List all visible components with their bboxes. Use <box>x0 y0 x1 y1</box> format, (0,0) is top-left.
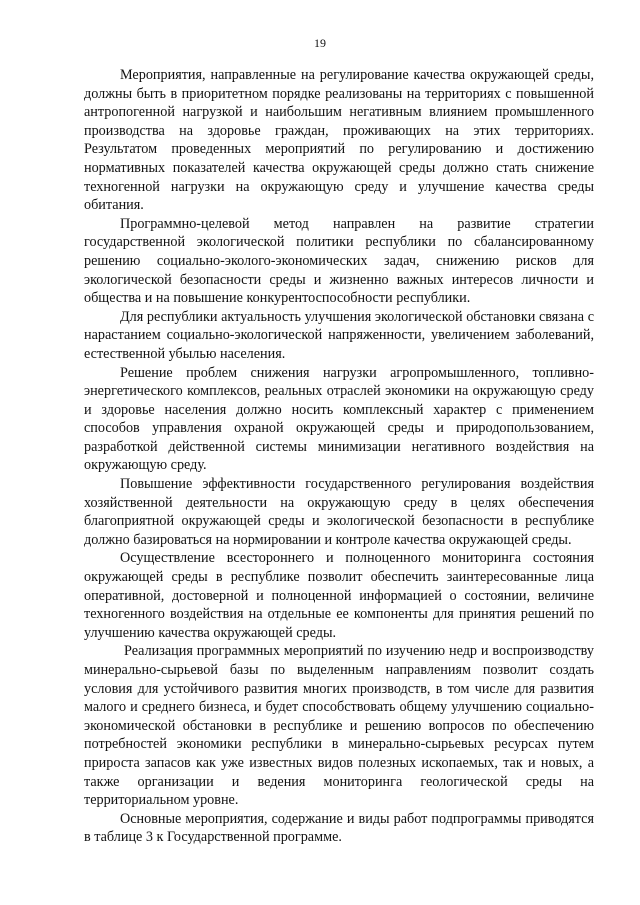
paragraph-4: Решение проблем снижения нагрузки агропромышленного, топливно-энергетического комплексов, реальных отраслей экономики на окружающую среду и здоровье населения должно носить комплексный характер с применением способов управления охраной окружающей среды и природопользованием, разработкой действенной системы минимизации негативного воздействия на окружающую среду. <box>84 364 594 474</box>
paragraph-8: Основные мероприятия, содержание и виды работ подпрограммы приводятся в таблице 3 к Государственной программе. <box>84 810 594 846</box>
paragraph-1: Мероприятия, направленные на регулирование качества окружающей среды, должны быть в приоритетном порядке реализованы на территориях с повышенной антропогенной нагрузкой и наибольшим негативным влиянием промышленного производства на здоровье граждан, проживающих на этих территориях. Результатом проведенных мероприятий по регулированию и достижению нормативных показателей качества окружающей среды должно стать снижение техногенной нагрузки на окружающую среду и улучшение качества среды обитания. <box>84 67 594 214</box>
paragraph-7: Реализация программных мероприятий по изучению недр и воспроизводству минерально-сырьевой базы по выделенным направлениям позволит создать условия для устойчивого развития многих производств, в том числе для развития малого и среднего бизнеса, и будет способствовать общему улучшению социально-экономической обстановки в республике и решению вопросов по обеспечению потребностей экономики республики в минерально-сырьевых ресурсах путем прироста запасов как уже известных видов полезных ископаемых, так и новых, а также организации и ведения мониторинга геологической среды на территориальном уровне. <box>84 643 594 809</box>
document-body <box>84 66 594 847</box>
paragraph-2: Программно-целевой метод направлен на развитие стратегии государственной экологической политики республики по сбалансированному решению социально-эколого-экономических задач, снижению рисков для экологической безопасности среды и жизненно важных интересов личности и общества и на повышение конкурентоспособности республики. <box>84 215 594 307</box>
paragraph-5: Повышение эффективности государственного регулирования воздействия хозяйственной деятельности на окружающую среду в целях обеспечения благоприятной окружающей среды и экологической безопасности в республике должно базироваться на нормировании и контроле качества окружающей среды. <box>84 476 594 548</box>
page-number: 19 <box>314 36 326 50</box>
paragraph-3: Для республики актуальность улучшения экологической обстановки связана с нарастанием социально-экологической напряженности, увеличением заболеваний, естественной убылью населения. <box>84 308 594 362</box>
paragraph-6: Осуществление всестороннего и полноценного мониторинга состояния окружающей среды в республике позволит обеспечить заинтересованные лица оперативной, достоверной и полноценной информацией о состоянии, величине техногенного воздействия на отдельные ее компоненты для принятия решений по улучшению качества окружающей среды. <box>84 550 594 641</box>
